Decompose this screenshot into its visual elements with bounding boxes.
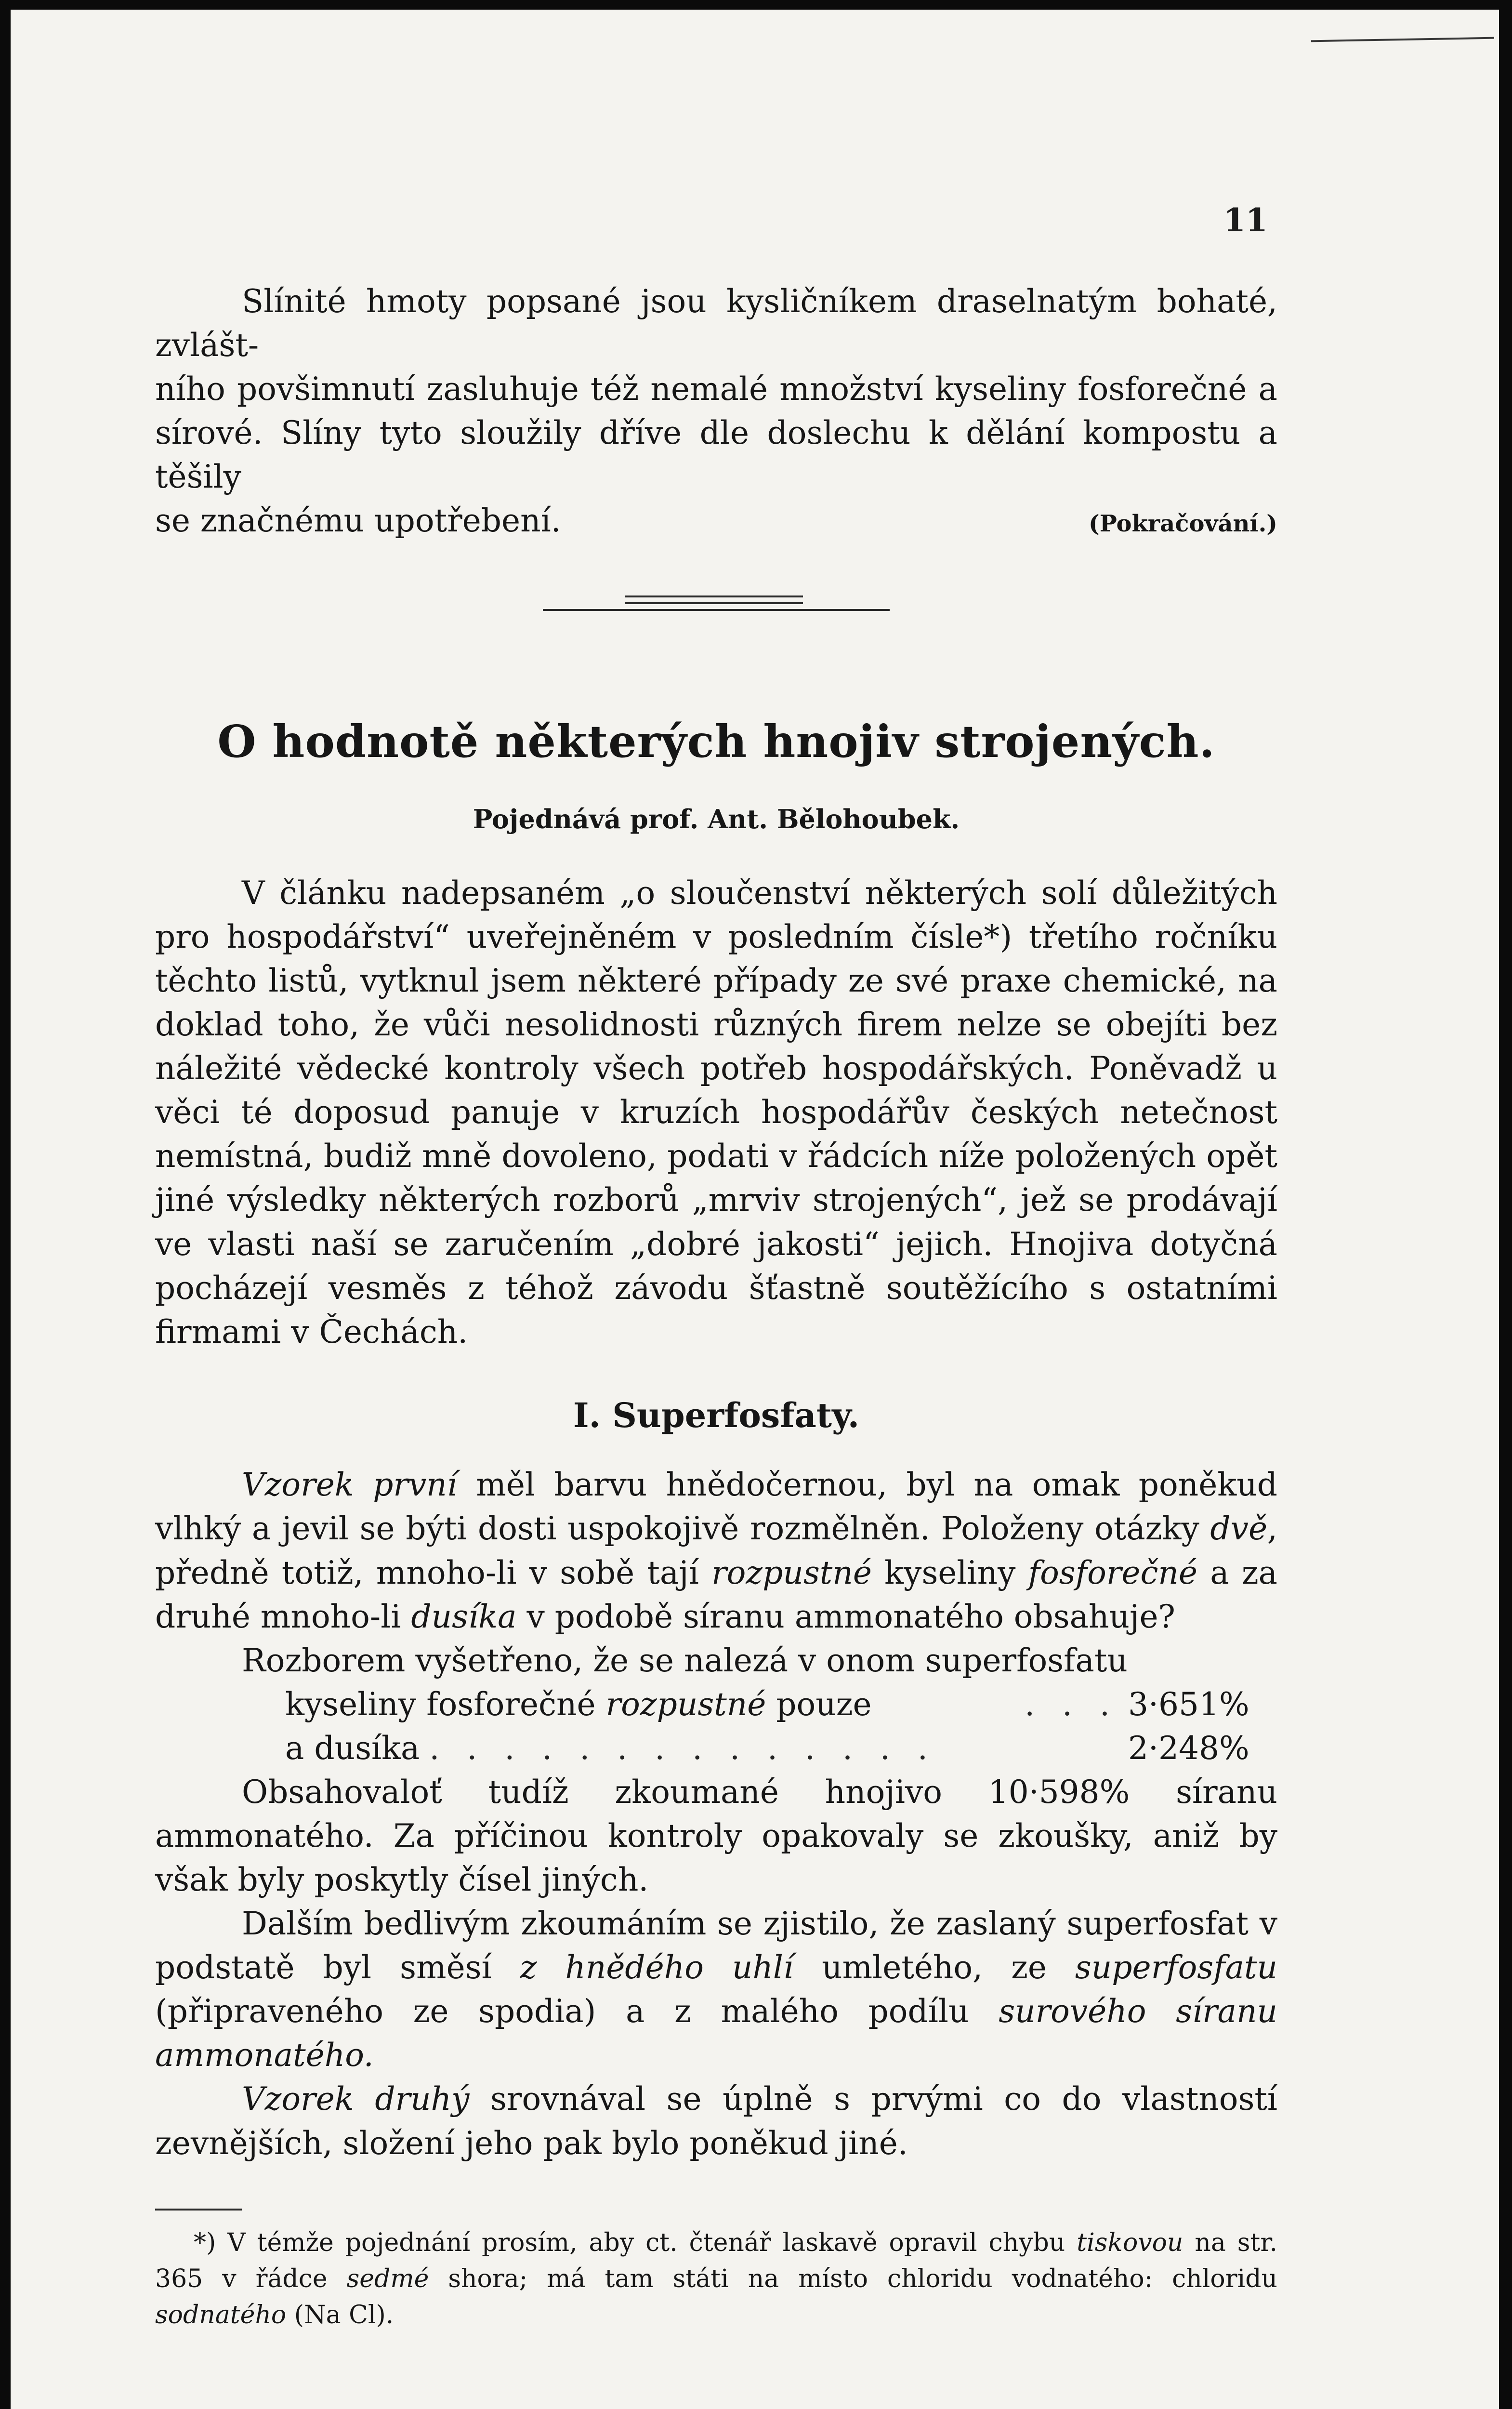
- analysis-label: kyseliny fosforečné rozpustné pouze: [285, 1685, 872, 1723]
- leader-dots: . . . . . . . . . . . . . .: [429, 1729, 936, 1767]
- continuation-line: sírové. Slíny tyto sloužily dříve dle doslechu k dělání kompostu a těšily: [155, 414, 1277, 496]
- sample1-paragraph: Vzorek první měl barvu hnědočernou, byl na omak poněkud vlhký a jevil se býti dosti uspokojivě rozmělněn. Položeny otázky dvě, předně totiž, mnoho-li v sobě tají rozpustné kyseliny fosforečné a za druhé mnoho-li dusíka v podobě síranu ammonatého obsahuje?: [155, 1466, 1277, 1635]
- sample1-label: Vzorek první: [242, 1466, 457, 1504]
- page-content: [155, 279, 1277, 2334]
- section-heading: I. Superfosfaty.: [573, 1395, 860, 1435]
- sample2-label: Vzorek druhý: [242, 2080, 470, 2118]
- intro-paragraph: V článku nadepsaném „o sloučenství některých solí důležitých pro hospodářství“ uveřejněném v posledním čísle*) třetího ročníku těchto listů, vytknul jsem některé případy ze své praxe chemické, na doklad toho, že vůči nesolidnosti různých firem nelze se obejíti bez náležité vědecké kontroly všech potřeb hospodářských. Poněvadž u věci té doposud panuje v kruzích hospodářův českých netečnost nemístná, budiž mně dovoleno, podati v řádcích níže položených opět jiné výsledky některých rozborů „mrviv strojených“, jež se prodávají ve vlasti naší se zaručením „dobré jakosti“ jejich. Hnojiva dotyčná pocházejí vesměs z téhož závodu šťastně soutěžícího s ostatními firmami v Čechách.: [155, 874, 1277, 1350]
- continuation-line: ního povšimnutí zasluhuje též nemalé množství kyseliny fosforečné a: [155, 371, 1277, 408]
- divider-line: [543, 609, 890, 611]
- divider-line: [625, 602, 803, 604]
- leader-dots: . . .: [1025, 1685, 1118, 1723]
- margin-mark: [1311, 37, 1494, 42]
- analysis-value: 2·248%: [1128, 1729, 1249, 1767]
- analysis-row: [155, 1682, 1277, 1726]
- conclusion-paragraph: Obsahovaloť tudíž zkoumané hnojivo 10·598% síranu ammonatého. Za příčinou kontroly opakovaly se zkoušky, aniž by však byly poskytly čísel jiných.: [155, 1773, 1277, 1899]
- section-divider: [543, 596, 890, 615]
- article-title: O hodnotě některých hnojiv strojených.: [217, 715, 1215, 768]
- footnote-divider: [155, 2209, 242, 2210]
- divider-line: [625, 596, 803, 597]
- continuation-last-line: [155, 499, 1277, 543]
- further-paragraph: Dalším bedlivým zkoumáním se zjistilo, že zaslaný superfosfat v podstatě byl směsí z hnědého uhlí umletého, ze superfosfatu (připraveného ze spodia) a z malého podílu surového síranu ammonatého.: [155, 1905, 1277, 2074]
- continuation-last-text: se značnému upotřebení.: [155, 502, 561, 540]
- scanned-page: [11, 10, 1499, 2409]
- page-number: 11: [1223, 201, 1268, 239]
- continuation-line: Slínité hmoty popsané jsou kysličníkem draselnatým bohaté, zvlášt-: [155, 283, 1277, 364]
- article-byline: Pojednává prof. Ant. Bělohoubek.: [473, 804, 960, 835]
- sample2-paragraph: Vzorek druhý srovnával se úplně s prvými co do vlastností zevnějších, složení jeho pak bylo poněkud jiné.: [155, 2080, 1277, 2162]
- analysis-value: 3·651%: [1128, 1685, 1249, 1723]
- analysis-intro: Rozborem vyšetřeno, že se nalezá v onom superfosfatu: [242, 1641, 1128, 1679]
- analysis-row: [155, 1726, 1277, 1770]
- continuation-note: (Pokračování.): [1089, 510, 1277, 538]
- analysis-table: [155, 1682, 1277, 1770]
- analysis-label: a dusíka: [285, 1729, 420, 1767]
- footnote: *) V témže pojednání prosím, aby ct. čtenář laskavě opravil chybu tiskovou na str. 365 v řádce sedmé shora; má tam státi na místo chloridu vodnatého: chloridu sodnatého (Na Cl).: [155, 2228, 1277, 2330]
